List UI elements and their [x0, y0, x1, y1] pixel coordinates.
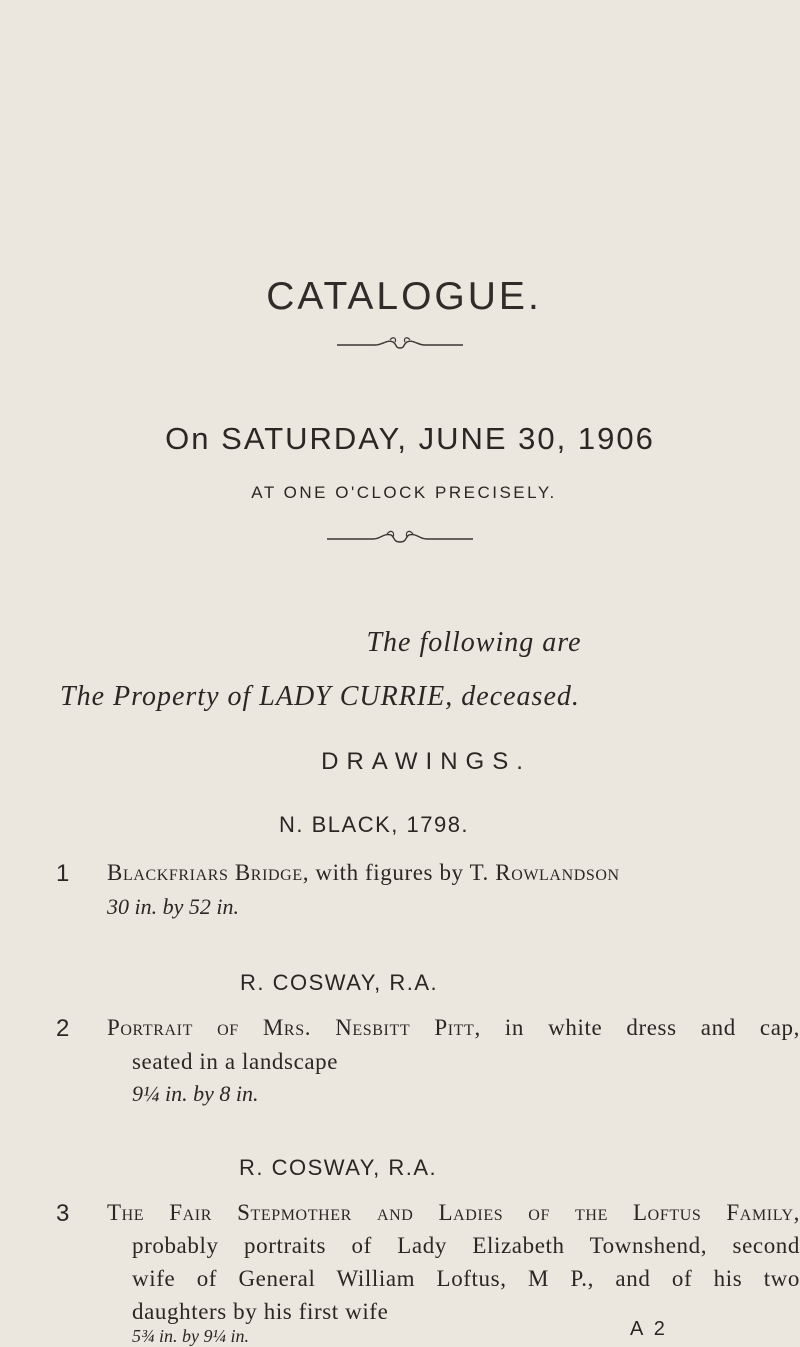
lot-1-description [107, 860, 620, 886]
lot-2-line-1 [107, 1015, 800, 1041]
lot-1-number: 1 [56, 860, 70, 887]
lot-2-title: Portrait of Mrs. Nesbitt Pitt [107, 1015, 475, 1040]
page-signature: A 2 [630, 1318, 668, 1340]
lot-3-number: 3 [56, 1200, 70, 1227]
lot-3-line-1: The Fair Stepmother and Ladies of the Loftus Family, [107, 1200, 800, 1225]
lot-1-text: , with figures by T. [302, 860, 496, 885]
lot-2-dimensions: 9¼ in. by 8 in. [132, 1081, 259, 1106]
lot-2-number: 2 [56, 1015, 70, 1042]
sale-date: On SATURDAY, JUNE 30, 1906 [165, 421, 655, 456]
catalogue-heading: CATALOGUE. [266, 275, 542, 318]
intro-line-property: The Property of LADY CURRIE, deceased. [60, 681, 580, 712]
sale-time: AT ONE O'CLOCK PRECISELY. [251, 483, 557, 502]
lot-1-artist: N. BLACK, 1798. [279, 812, 470, 837]
lot-1-dimensions: 30 in. by 52 in. [107, 894, 239, 919]
lot-3-line-2: probably portraits of Lady Elizabeth Townshend, second [132, 1233, 800, 1258]
lot-3-dimensions: 5¾ in. by 9¼ in. [132, 1326, 249, 1346]
section-title-drawings: DRAWINGS. [321, 748, 531, 775]
lot-2-text: , in white dress and cap, [474, 1015, 800, 1040]
lot-2-line-2: seated in a landscape [132, 1049, 339, 1074]
ornament-rule-middle [0, 529, 800, 550]
lot-3-line-3: wife of General William Loftus, M P., and of his two [132, 1266, 800, 1291]
ornament-rule-top [0, 335, 800, 356]
intro-line-following: The following are [366, 627, 582, 658]
lot-1-name: Rowlandson [495, 860, 620, 885]
lot-2-artist: R. COSWAY, R.A. [240, 970, 439, 995]
lot-3-line-4: daughters by his first wife [132, 1299, 389, 1324]
lot-3-artist: R. COSWAY, R.A. [239, 1155, 438, 1180]
lot-1-title: Blackfriars Bridge [107, 860, 303, 885]
